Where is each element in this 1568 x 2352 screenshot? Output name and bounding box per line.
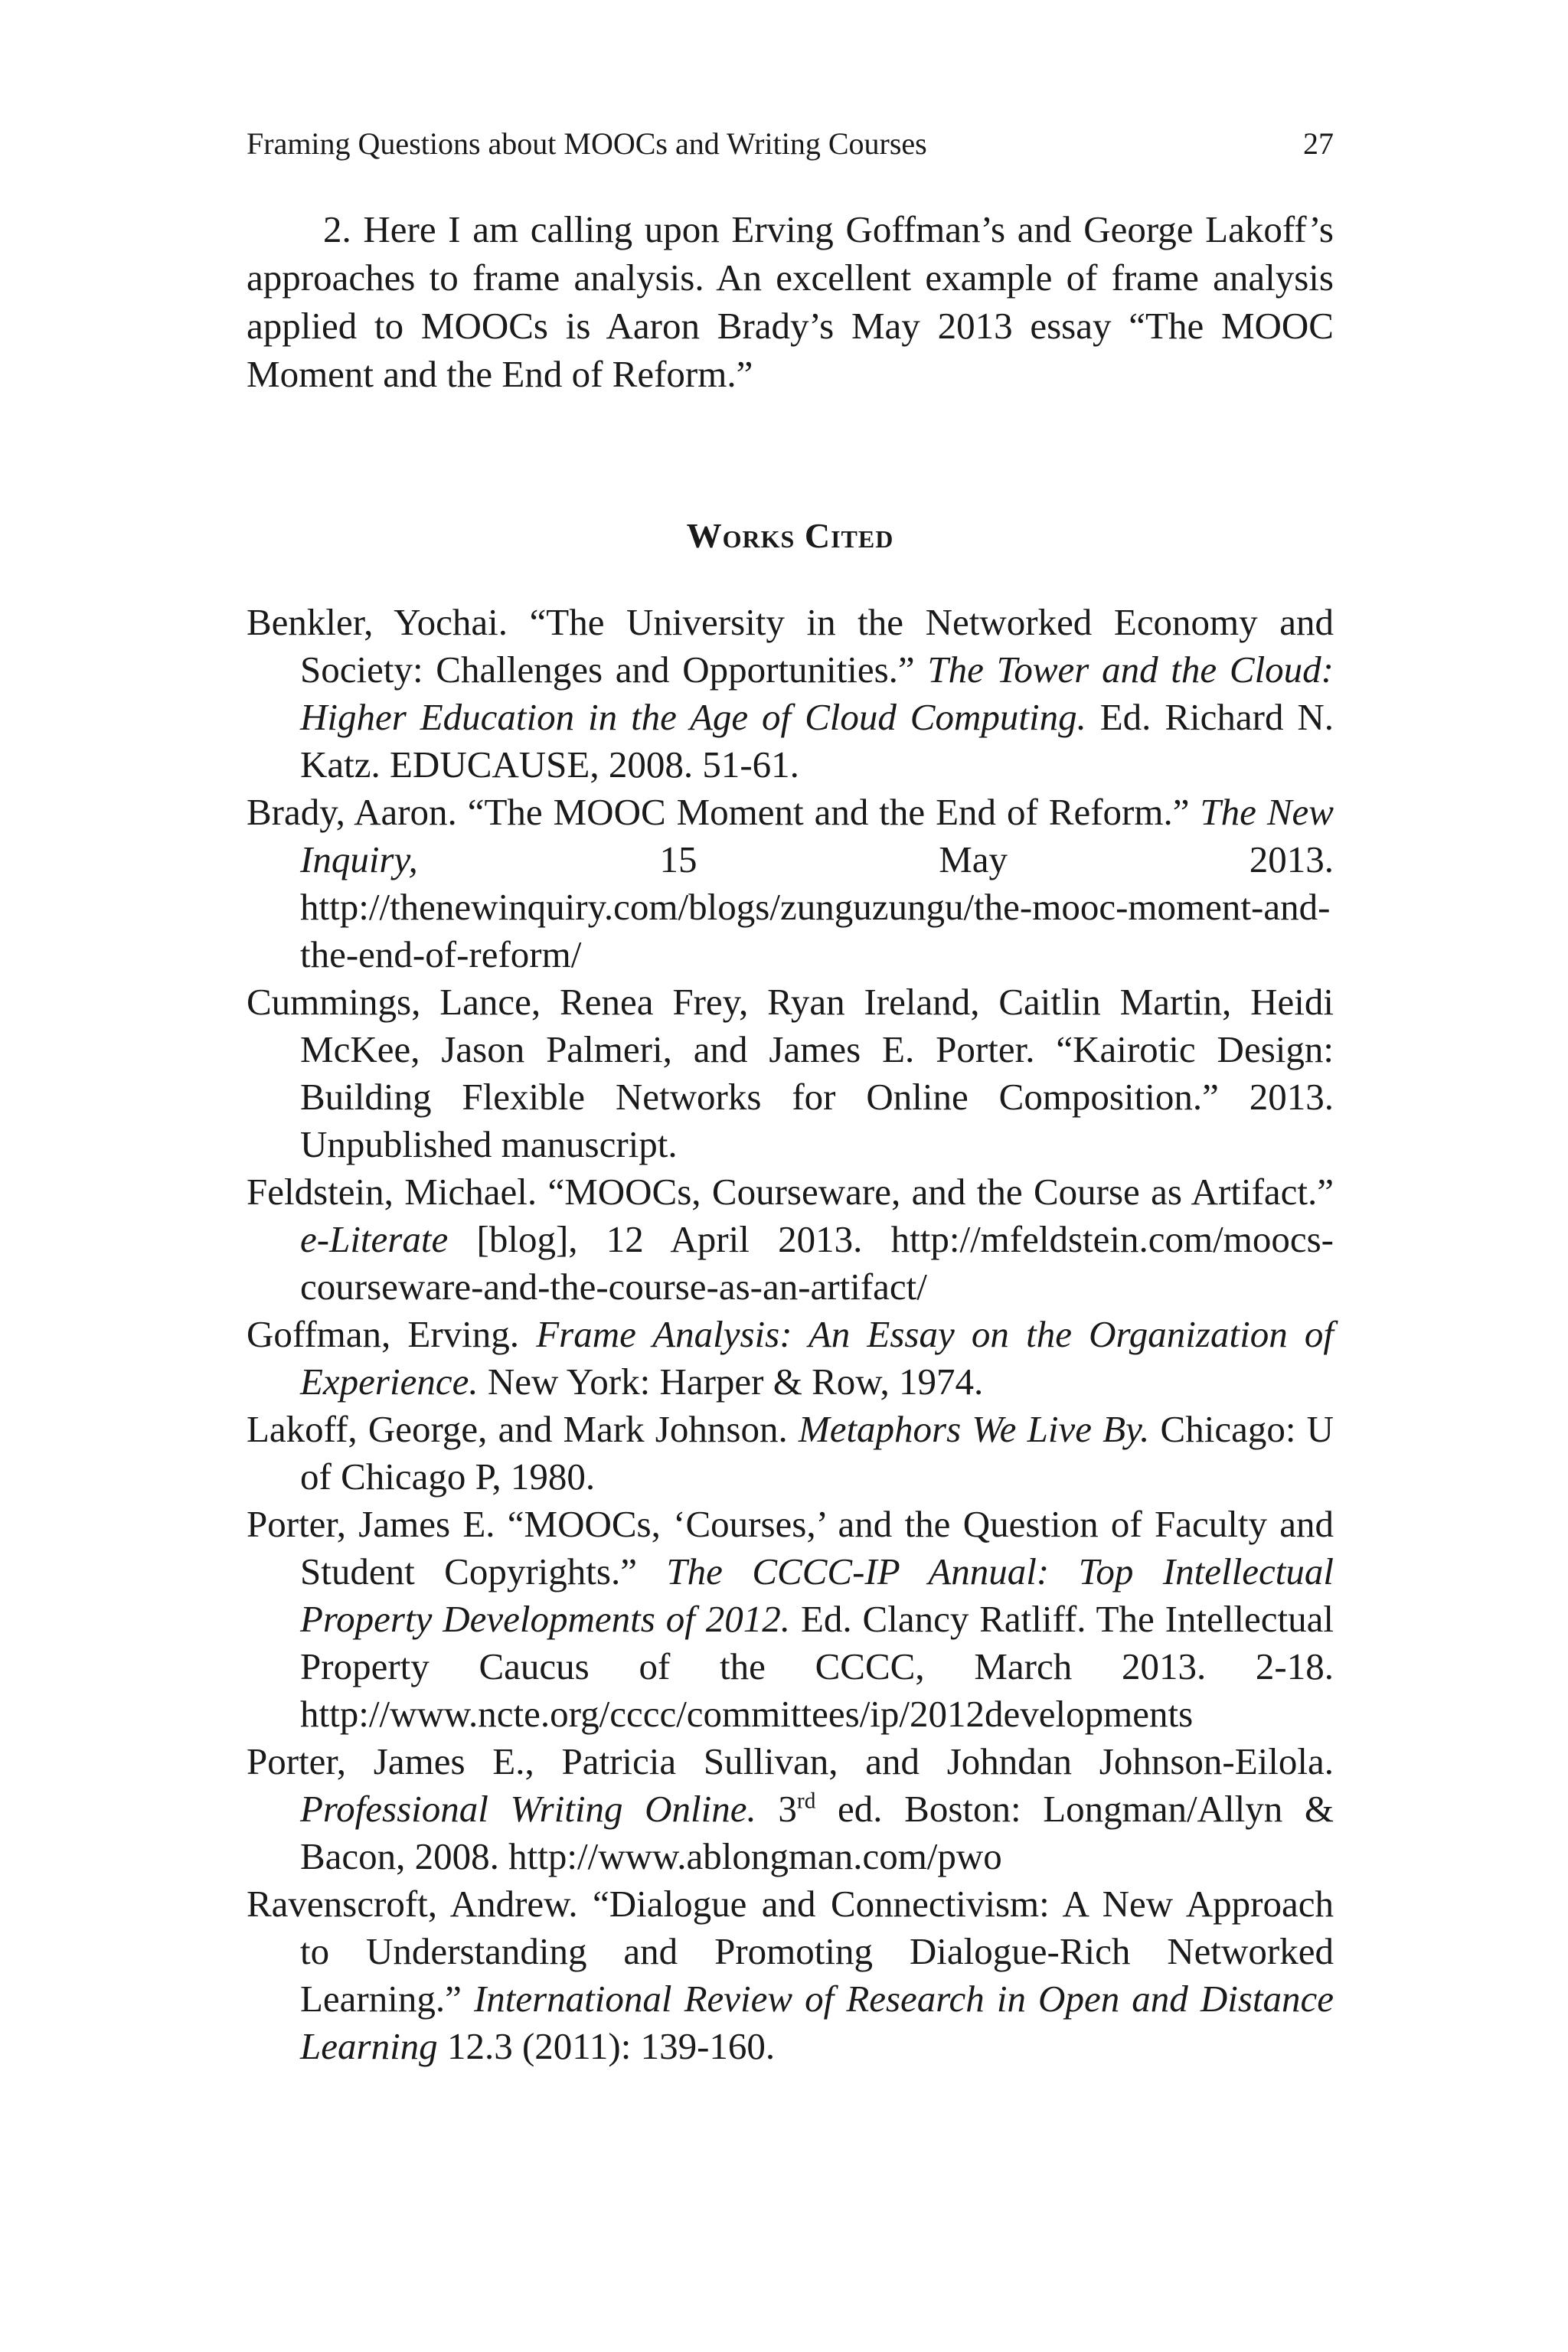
citation-title: The New Inquiry, [300, 791, 1334, 880]
citation-entry [247, 789, 1334, 978]
citation-title: The CCCC-IP Annual: Top Intellectual Property Developments of 2012. [300, 1550, 1334, 1640]
citation-text: Goffman, Erving. [247, 1313, 537, 1355]
citation-title: e-Literate [300, 1218, 449, 1260]
citation-text: Brady, Aaron. “The MOOC Moment and the End of Reform.” [247, 791, 1200, 833]
citation-entry [247, 978, 1334, 1168]
citation-text: Porter, James E. “MOOCs, ‘Courses,’ and the Question of Faculty and Student Copyrights.” [247, 1503, 1334, 1592]
citation-title: Frame Analysis: An Essay on the Organization of Experience. [300, 1313, 1334, 1403]
citation-entry [247, 1406, 1334, 1501]
page [247, 122, 1334, 2070]
citation-entry [247, 1311, 1334, 1406]
citation-entry [247, 1738, 1334, 1880]
citation-entry [247, 599, 1334, 789]
citation-entry [247, 1501, 1334, 1738]
citation-title: The Tower and the Cloud: Higher Education in the Age of Cloud Computing. [300, 648, 1334, 738]
citation-text: ed. Boston: Longman/Allyn & Bacon, 2008. http://www.ablongman.com/pwo [300, 1788, 1334, 1877]
citation-text: 12.3 (2011): 139-160. [437, 2025, 776, 2067]
citation-text: Benkler, Yochai. “The University in the Networked Economy and Society: Challenges and Opportunities.” [247, 601, 1334, 691]
citation-text: Ravenscroft, Andrew. “Dialogue and Connectivism: A New Approach to Understanding and Promoting Dialogue-Rich Networked Learning.” [247, 1883, 1334, 2020]
running-head [247, 122, 1334, 165]
citation-text: Ed. Richard N. Katz. EDUCAUSE, 2008. 51-61. [300, 696, 1334, 786]
citation-text: Porter, James E., Patricia Sullivan, and Johndan Johnson-Eilola. [247, 1740, 1334, 1782]
citation-entry [247, 1168, 1334, 1311]
citation-text: New York: Harper & Row, 1974. [478, 1361, 984, 1403]
endnote-2: 2. Here I am calling upon Erving Goffman’s and George Lakoff’s approaches to frame analysis. An excellent example of frame analysis applied to MOOCs is Aaron Brady’s May 2013 essay “The MOOC Moment and the End of Reform.” [247, 208, 1334, 395]
citation-text: Ed. Clancy Ratliff. The Intellectual Property Caucus of the CCCC, March 2013. 2-18. http://www.ncte.org/cccc/committees/ip/2012developments [300, 1598, 1334, 1735]
citation-text: 3 [756, 1788, 797, 1830]
citation-text: Lakoff, George, and Mark Johnson. [247, 1408, 799, 1450]
page-number: 27 [1303, 126, 1334, 161]
works-cited-heading: Works Cited [686, 516, 894, 555]
citation-text: [blog], 12 April 2013. http://mfeldstein.com/moocs-courseware-and-the-course-as-an-artifact/ [300, 1218, 1334, 1308]
citation-title: Professional Writing Online. [300, 1788, 756, 1830]
citation-text: 15 May 2013. http://thenewinquiry.com/blogs/zunguzungu/the-mooc-moment-and-the-end-of-reform/ [300, 838, 1334, 975]
works-cited-list [247, 599, 1334, 2070]
citation-text: Feldstein, Michael. “MOOCs, Courseware, and the Course as Artifact.” [247, 1171, 1334, 1213]
running-head-title: Framing Questions about MOOCs and Writing Courses [247, 126, 927, 161]
edition-superscript: rd [796, 1788, 816, 1814]
citation-entry [247, 1880, 1334, 2070]
citation-title: Metaphors We Live By. [798, 1408, 1150, 1450]
citation-title: International Review of Research in Open and Distance Learning [300, 1978, 1334, 2067]
citation-text: Cummings, Lance, Renea Frey, Ryan Ireland, Caitlin Martin, Heidi McKee, Jason Palmeri, and James E. Porter. “Kairotic Design: Building Flexible Networks for Online Composition.” 2013. Unpublished manuscript. [247, 981, 1334, 1165]
citation-text: Chicago: U of Chicago P, 1980. [300, 1408, 1334, 1498]
